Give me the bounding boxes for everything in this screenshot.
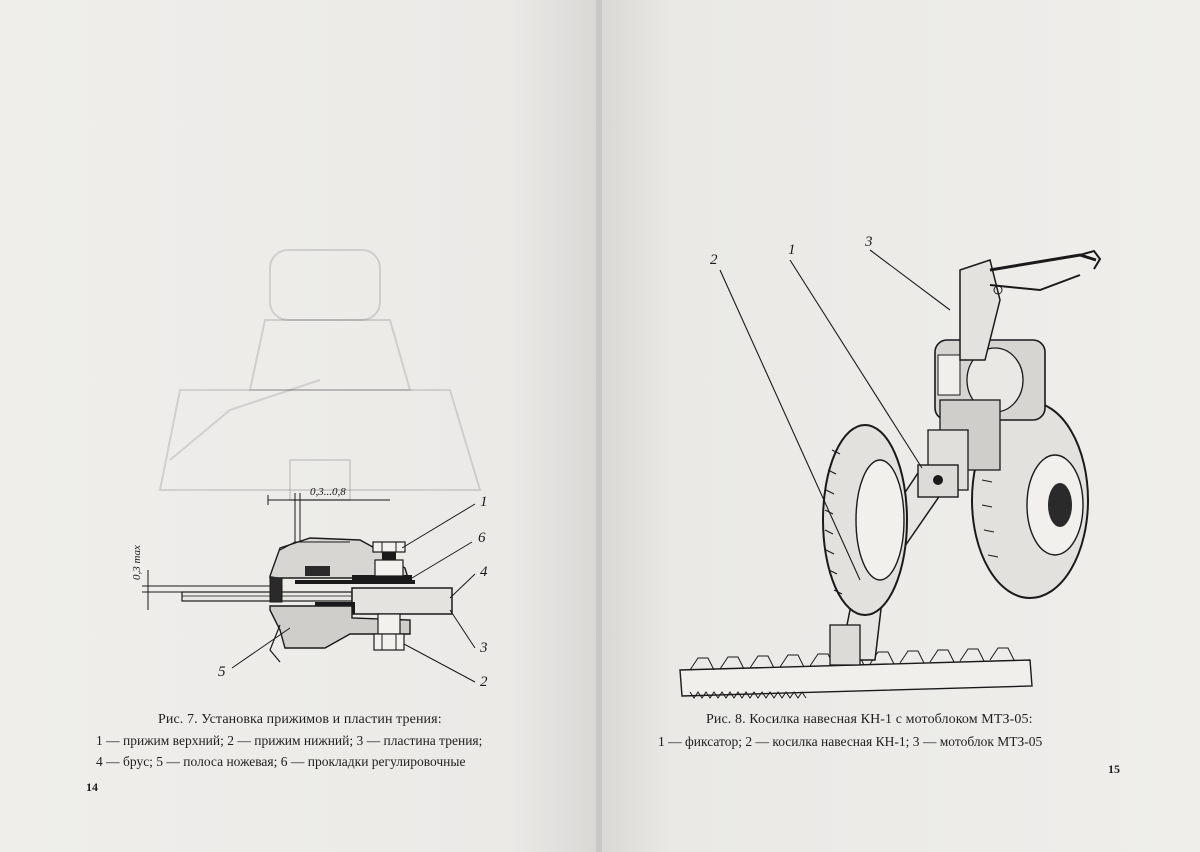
figure-7-legend-line-2: 4 — брус; 5 — полоса ножевая; 6 — прокладки регулировочные (96, 754, 466, 769)
figure-8-caption-title: Рис. 8. Косилка навесная КН-1 с мотоблоком МТЗ-05: (706, 712, 1033, 727)
callout-2: 2 (710, 252, 718, 268)
callout-2: 2 (480, 674, 488, 690)
page-number-left: 14 (86, 780, 98, 794)
figure-8-legend: 1 — фиксатор; 2 — косилка навесная КН-1; 3 — мотоблок МТЗ-05 (658, 734, 1043, 749)
dimension-vertical-label: 0,3 max (131, 545, 143, 580)
page-number-right: 15 (1108, 762, 1120, 776)
figure-7-caption-title: Рис. 7. Установка прижимов и пластин трения: (158, 712, 442, 727)
dimension-gap-label: 0,3...0,8 (310, 486, 346, 498)
callout-5: 5 (218, 664, 226, 680)
callout-4: 4 (480, 564, 488, 580)
callout-1: 1 (480, 494, 488, 510)
callout-3: 3 (480, 640, 488, 656)
figure-7-drawing (120, 230, 540, 690)
figure-7-legend-line-1: 1 — прижим верхний; 2 — прижим нижний; 3 — пластина трения; (96, 733, 483, 748)
callout-3: 3 (865, 234, 873, 250)
figure-8-drawing (660, 230, 1110, 710)
callout-6: 6 (478, 530, 486, 546)
callout-1: 1 (788, 242, 796, 258)
